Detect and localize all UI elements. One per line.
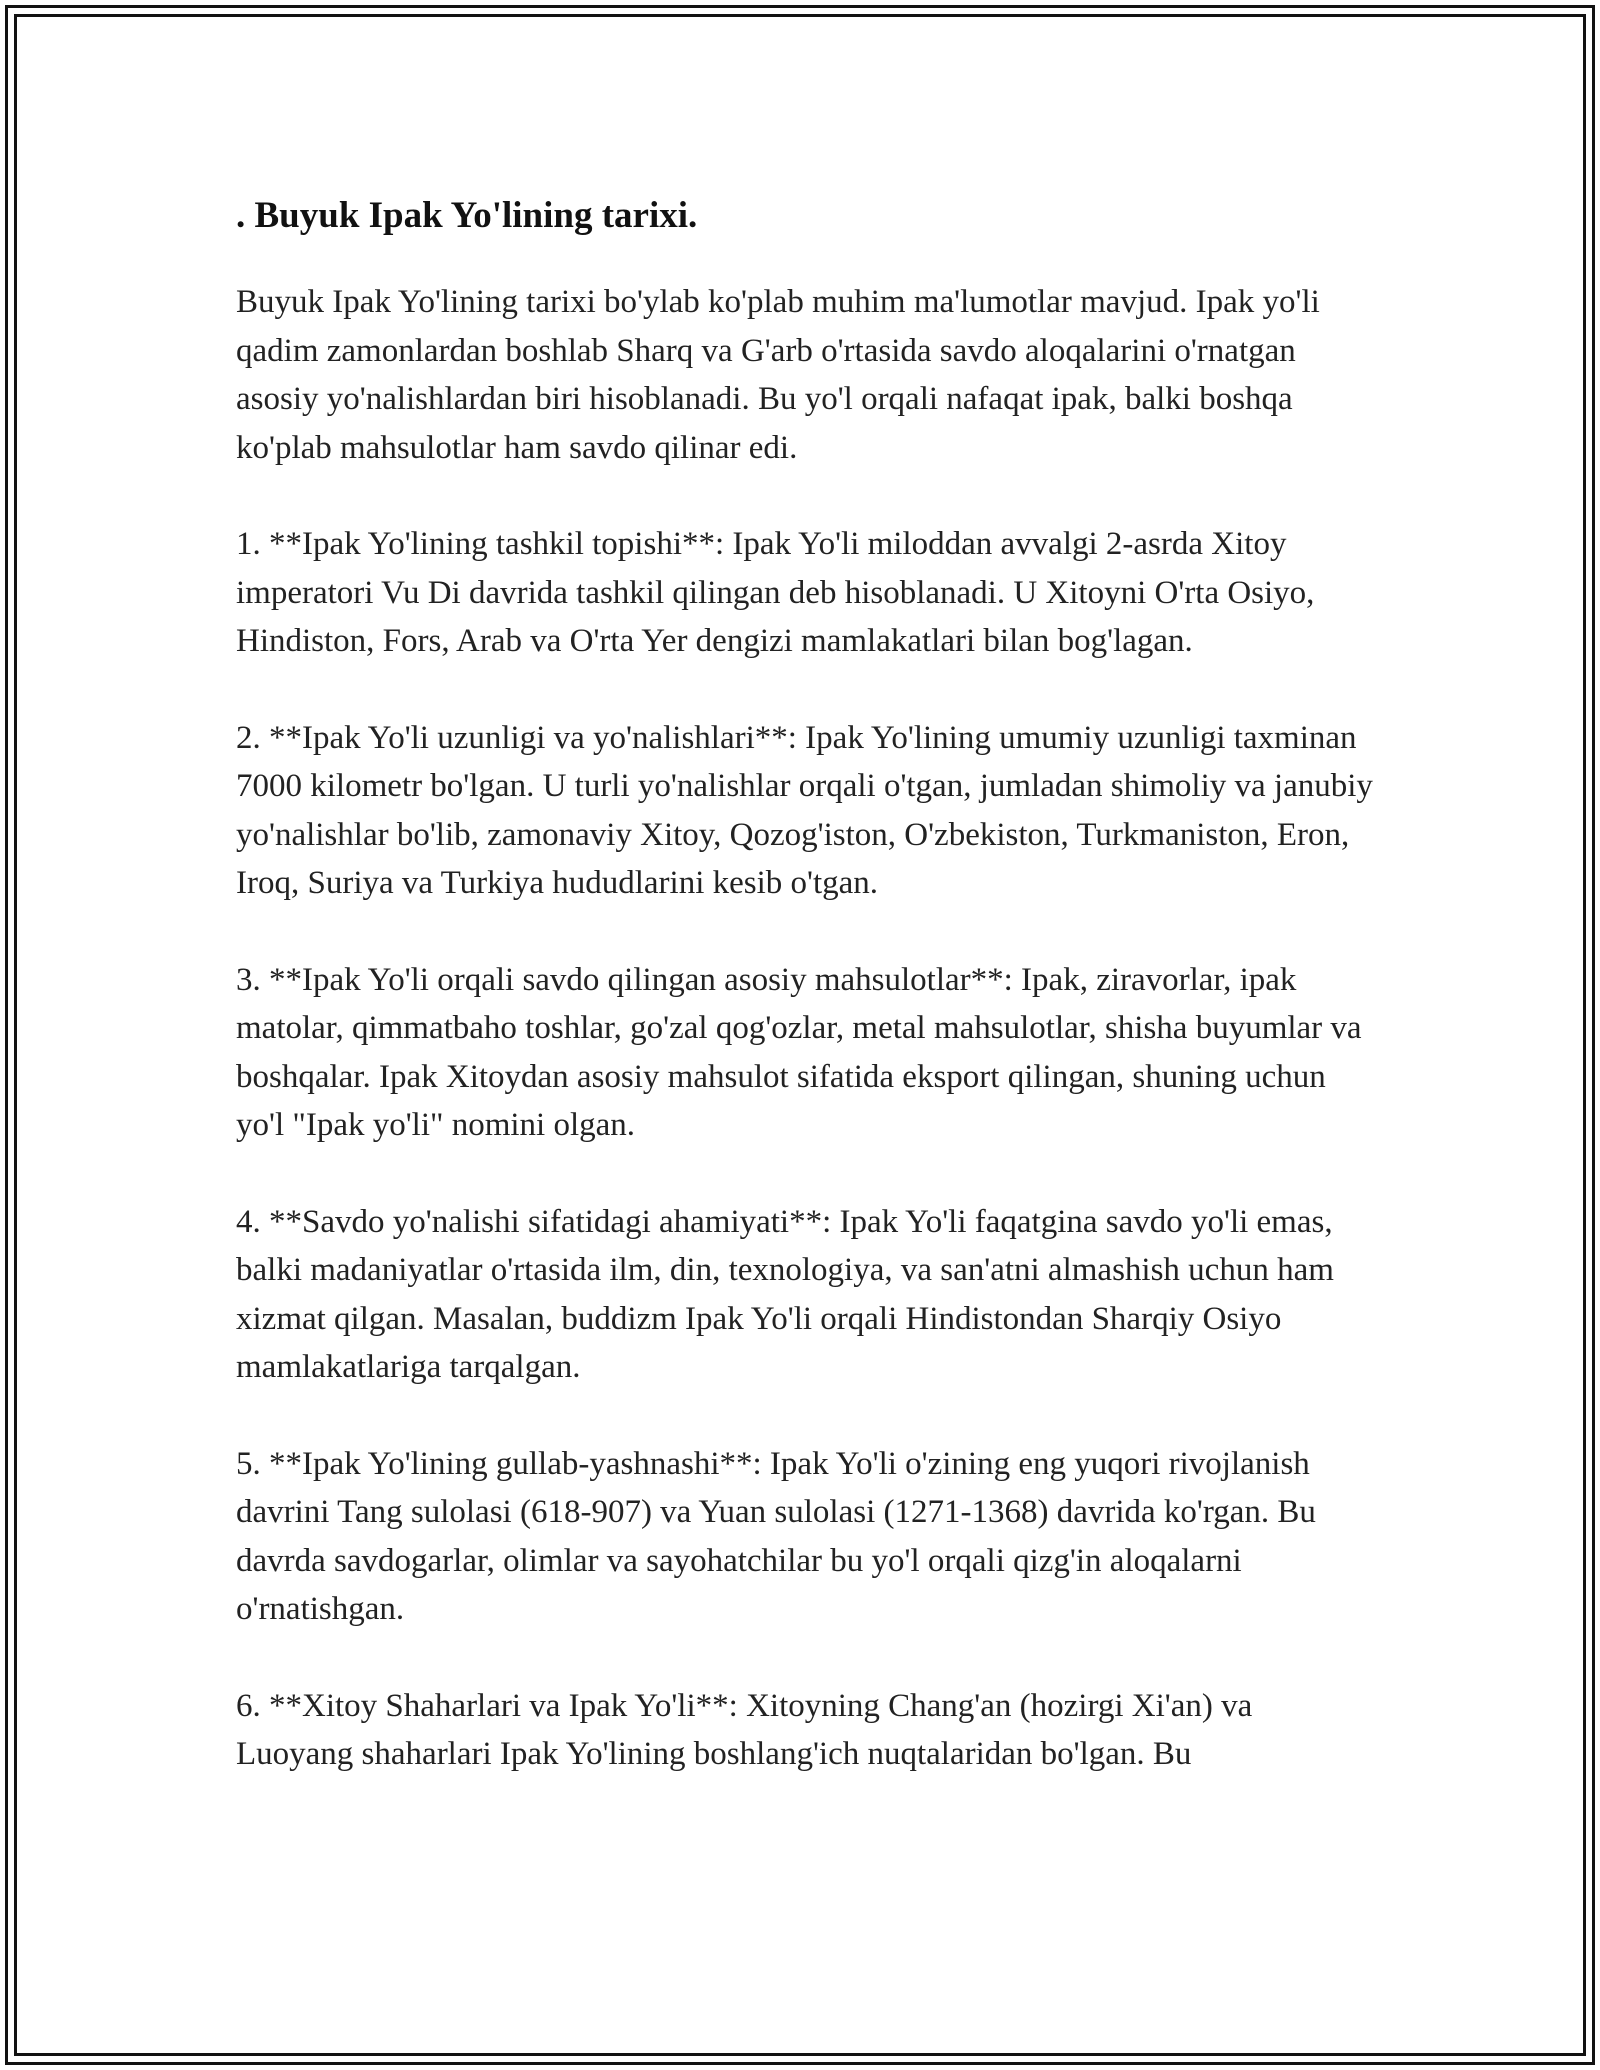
- section-1-paragraph: 1. **Ipak Yo'lining tashkil topishi**: Ipak Yo'li miloddan avvalgi 2-asrda Xitoy imperatori Vu Di davrida tashkil qilingan deb hisoblanadi. U Xitoyni O'rta Osiyo, Hindiston, Fors, Arab va O'rta Yer dengizi mamlakatlari bilan bog'lagan.: [236, 526, 1315, 659]
- section-6-paragraph: 6. **Xitoy Shaharlari va Ipak Yo'li**: Xitoyning Chang'an (hozirgi Xi'an) va Luoyang shaharlari Ipak Yo'lining boshlang'ich nuqtalaridan bo'lgan. Bu: [236, 1687, 1253, 1772]
- section-3-paragraph: 3. **Ipak Yo'li orqali savdo qilingan asosiy mahsulotlar**: Ipak, ziravorlar, ipak matolar, qimmatbaho toshlar, go'zal qog'ozlar, metal mahsulotlar, shisha buyumlar va boshqalar. Ipak Xitoydan asosiy mahsulot sifatida eksport qilingan, shuning uchun yo'l "Ipak yo'li" nomini olgan.: [236, 961, 1362, 1143]
- intro-paragraph: Buyuk Ipak Yo'lining tarixi bo'ylab ko'plab muhim ma'lumotlar mavjud. Ipak yo'li qadim zamonlardan boshlab Sharq va G'arb o'rtasida savdo aloqalarini o'rnatgan asosiy yo'nalishlardan biri hisoblanadi. Bu yo'l orqali nafaqat ipak, balki boshqa ko'plab mahsulotlar ham savdo qilinar edi.: [236, 284, 1320, 466]
- document-body: [236, 186, 1376, 1827]
- section-2-paragraph: 2. **Ipak Yo'li uzunligi va yo'nalishlari**: Ipak Yo'lining umumiy uzunligi taxminan 7000 kilometr bo'lgan. U turli yo'nalishlar orqali o'tgan, jumladan shimoliy va janubiy yo'nalishlar bo'lib, zamonaviy Xitoy, Qozog'iston, O'zbekiston, Turkmaniston, Eron, Iroq, Suriya va Turkiya hududlarini kesib o'tgan.: [236, 719, 1373, 901]
- section-4-paragraph: 4. **Savdo yo'nalishi sifatidagi ahamiyati**: Ipak Yo'li faqatgina savdo yo'li emas, balki madaniyatlar o'rtasida ilm, din, texnologiya, va san'atni almashish uchun ham xizmat qilgan. Masalan, buddizm Ipak Yo'li orqali Hindistondan Sharqiy Osiyo mamlakatlariga tarqalgan.: [236, 1203, 1334, 1385]
- document-title: . Buyuk Ipak Yo'lining tarixi.: [236, 195, 698, 236]
- section-5-paragraph: 5. **Ipak Yo'lining gullab-yashnashi**: Ipak Yo'li o'zining eng yuqori rivojlanish davrini Tang sulolasi (618-907) va Yuan sulolasi (1271-1368) davrida ko'rgan. Bu davrda savdogarlar, olimlar va sayohatchilar bu yo'l orqali qizg'in aloqalarni o'rnatishgan.: [236, 1445, 1316, 1627]
